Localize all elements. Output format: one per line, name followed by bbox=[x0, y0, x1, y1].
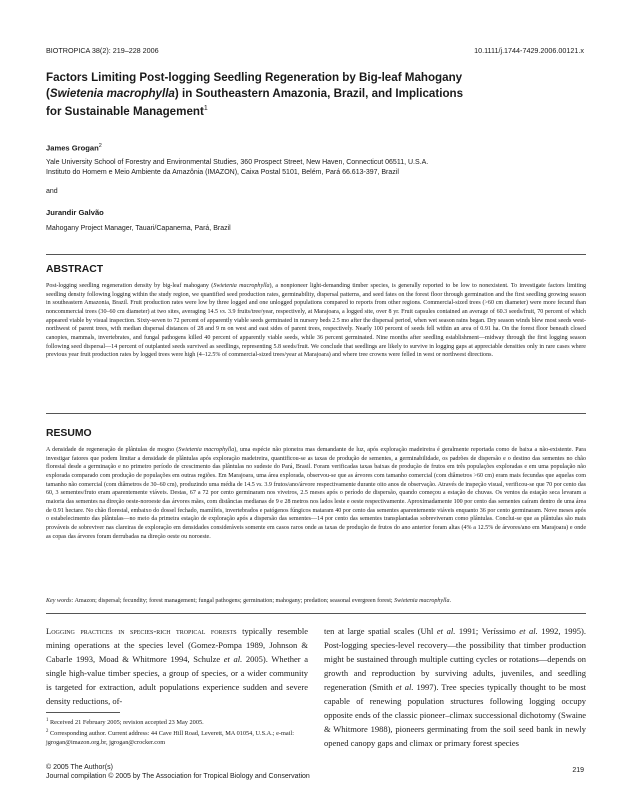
resumo-heading: RESUMO bbox=[46, 428, 92, 439]
et-al: et al. bbox=[395, 682, 414, 692]
footnote-mark: 1 bbox=[46, 718, 49, 723]
title-species: Swietenia macrophylla bbox=[49, 86, 175, 100]
body-text: 1997). Tree species typically thought to be most capable of renewing population structures following logging occupy opposite ends of the classic pioneer–climax successional dichotomy (Swaine & Whitmore 1988), pioneers germinating from the soil seed bank in newly opened canopy gaps and climax or primary forest species bbox=[324, 682, 586, 748]
body-column-left bbox=[46, 624, 308, 708]
section-divider bbox=[46, 254, 586, 255]
author-affiliation: Mahogany Project Manager, Tauari/Capanema, Pará, Brazil bbox=[46, 225, 231, 232]
et-al: et al. bbox=[223, 654, 243, 664]
title-footnote-mark: 1 bbox=[203, 105, 208, 112]
author-name bbox=[46, 143, 102, 153]
body-text: 1992, 1995). Post-logging species-level recovery—the possibility that timber production might be sustained through multiple cutting cycles or rotations—depends on growth and reproduction by surviving adults, juveniles, and seedling regeneration (Smith bbox=[324, 626, 586, 692]
author-connector: and bbox=[46, 188, 58, 195]
et-al: et al. bbox=[519, 626, 538, 636]
author-affiliation bbox=[46, 158, 586, 178]
et-al: et al. bbox=[436, 626, 456, 636]
running-head-doi: 10.1111/j.1744-7429.2006.00121.x bbox=[474, 46, 584, 55]
resumo-part: ), uma espécie não pioneira mas demandante de luz, após exploração madeireira é geralmente reportada como de baixa a não-existente. Para investigar fatores que podem limitar a densidade de plântulas após exploração madeireira, quantificou-se as taxas de produção de sementes, a germinabilidade, os padrões de dispersão e o destino das sementes no chão florestal desde a germinação e no primeiro período de crescimento das plântulas no sudeste do Pará, Brasil. Foram verificadas taxas baixas de produção de frutos em três populações exploradas e em uma população não explorada comparado com produção de populações em outras regiões. Em Marajoara, uma área explorada, observou-se que as árvores com tamanho comercial (com diâmetros >60 cm) eram mais fecundas que aquelas com tamanho não comercial (com diâmetros de 30–60 cm), produzindo uma média de 14.5 bbox=[46, 447, 586, 488]
resumo-species: Swietenia macrophylla bbox=[178, 447, 235, 453]
abstract-part: ), a nonpioneer light-demanding timber species, is generally reported to be low to nonexistent. To investigate factors limiting seedling density following logging within the study region, we quantified seed production rates, germinability, dispersal patterns, and seed fates on the forest floor through germination and the first seedling growing season in southeastern Amazonia, Brazil. Fruit production rates were low by three logged and one unlogged populations compared to reports from other regions. Commercial-sized trees (>60 cm diameter) were more fecund than noncommercial trees (30–60 cm diameter) at two sites, averaging 14.5 bbox=[46, 283, 586, 315]
author-1-name: James Grogan bbox=[46, 143, 99, 153]
resumo-part: 3.9 frutos/ano/árvore respectivamente durante oito anos de observação. Através de inspeção visual, verificou-se que 70 por cento das 60, 3 sementes/fruto eram aparentemente viáveis. Destas, 67 a 72 por cento germinaram nos viveiros, 2.5 meses após o período de dispersão, quando começou a estação de chuvas. Os ventos da estação seca levaram a maioria das sementes na direção oeste-noroeste das árvores mães, com distâncias medianas de 9 e 28 metros nos lados leste e oeste respectivamente. Aproximadamente 100 por cento das sementes caíram dentro de uma área de 0.91 hectare. No chão florestal, embaixo do dossel fechado, mamífeis, invertebrados e patógenos fúngicos mataram 40 por cento das sementes aparentemente viáveis enquanto 36 por cento germinaram. Nove meses após o estabelecimento das plântulas—no meio da primeira estação de exploração após a dispersão das sementes—14 por cento das sementes transplantadas sobreviveram como plântulas. Conclui-se que as plântulas são mais prováveis de sobreviver nas clareiras de exploração em densidades consideráveis somente em casos raros onde as taxas de produção de frutos do ano anterior foram altas (4% a 12.5% de árvores/ano em Marajoara) e onde as copas das árvores foram derrubadas na direção oeste ou noroeste. bbox=[46, 481, 586, 540]
body-text: typically resemble mining operations at the species level (Gomez-Pompa 1989, Johnson & Cabarle 1993, Moad & Whitmore 1994, Schulze bbox=[46, 626, 309, 664]
keywords bbox=[46, 597, 586, 606]
abstract-species: Swietenia macrophylla bbox=[213, 283, 270, 289]
resumo-vs: vs. bbox=[256, 481, 263, 488]
body-text: 2005). Whether a single high-value timber species, a group of species, or a wider community is targeted for extraction, adult populations experience sudden and severe density reductions, of- bbox=[46, 654, 309, 706]
abstract-part: Post-logging seedling regeneration density by big-leaf mahogany ( bbox=[46, 283, 214, 289]
title-line-3 bbox=[46, 101, 586, 119]
keywords-label: Key words: bbox=[46, 598, 74, 604]
paper-title bbox=[46, 70, 586, 119]
section-divider bbox=[46, 413, 586, 414]
affiliation-line: Yale University School of Forestry and Environmental Studies, 360 Prospect Street, New Haven, Connecticut 06511, U.S.A. bbox=[46, 159, 429, 166]
footnote-2 bbox=[46, 728, 308, 748]
title-paren: ( bbox=[46, 86, 50, 100]
keywords-species: Swietenia macrophylla bbox=[394, 598, 450, 604]
running-head-journal: BIOTROPICA 38(2): 219–228 2006 bbox=[46, 46, 159, 55]
resumo-text bbox=[46, 446, 586, 541]
title-line-2 bbox=[46, 86, 586, 102]
footnote-mark: 2 bbox=[46, 728, 49, 734]
author-1-mark: 2 bbox=[98, 143, 102, 149]
keywords-end: . bbox=[449, 598, 452, 604]
affiliation-line: Instituto do Homem e Meio Ambiente da Amazônia (IMAZON), Caixa Postal 5101, Belém, Pará 66.613-397, Brazil bbox=[46, 169, 399, 177]
abstract-heading: ABSTRACT bbox=[46, 264, 104, 275]
body-text: 1991; Veríssimo bbox=[455, 626, 520, 636]
copyright-line: © 2005 The Author(s) bbox=[46, 764, 113, 771]
section-divider bbox=[46, 613, 586, 614]
body-column-right bbox=[324, 624, 586, 750]
footnotes bbox=[46, 717, 308, 747]
footnote-divider bbox=[46, 712, 120, 713]
abstract-part: 3.9 fruits/tree/year, respectively, at Marajoara, a logged site, over 8 yr. Fruit capsules contained an average of 60.3 seeds/fruit, 70 percent of which appeared viable by visual inspection. Sixty-seven to 72 percent of apparently viable seeds germinated in nursery beds 2.5 mo after the dispersal period, when wet season rains began. Dry season winds blew most seeds west-northwest of parent trees, with median dispersal distances of 28 and 9 m on west and east sides of parent trees, respectively. Nearly 100 percent of seeds fell within an area of 0.91 ha. On the forest floor beneath closed canopies, mammals, invertebrates, and fungal pathogens killed 40 percent of apparently viable seeds, while 36 percent germinated. Nine months after seedling establishment—midway through the first logging season following seed dispersal—14 percent of outplanted seeds survived as seedlings, representing 5.8 seeds/fruit. We conclude that seedlings are likely to survive in logging gaps at appreciable densities only in rare cases where previous year fruit production rates by logged trees were high (4–12.5% of commercial-sized trees/year at Marajoara) and where tree crowns were felled in west or northwest directions. bbox=[46, 308, 586, 359]
title-line-3-text: for Sustainable Management bbox=[46, 104, 204, 118]
journal-compilation-line: Journal compilation © 2005 by The Association for Tropical Biology and Conservation bbox=[46, 773, 310, 780]
footnote-text: Received 21 February 2005; revision accepted 23 May 2005. bbox=[48, 719, 204, 727]
title-line-1: Factors Limiting Post-logging Seedling Regeneration by Big-leaf Mahogany bbox=[46, 71, 463, 84]
keywords-list: Amazon; dispersal; fecundity; forest management; fungal pathogens; germination; mahogany; predation; seasonal evergreen forest; bbox=[73, 598, 395, 604]
body-text: ten at large spatial scales (Uhl bbox=[324, 626, 437, 636]
intro-smallcaps: Logging practices in species-rich tropical forests bbox=[46, 626, 237, 636]
abstract-text bbox=[46, 282, 586, 360]
footnote-1 bbox=[46, 717, 308, 728]
resumo-part: A densidade de regeneração de plântulas de mogno ( bbox=[46, 447, 179, 453]
abstract-vs: vs. bbox=[219, 308, 227, 315]
page-number: 219 bbox=[572, 767, 584, 774]
title-line-2-rest: ) in Southeastern Amazonia, Brazil, and Implications bbox=[174, 86, 464, 100]
author-name: Jurandir Galvão bbox=[46, 208, 104, 217]
footnote-text: Corresponding author. Current address: 44 Cave Hill Road, Leverett, MA 01054, U.S.A.; e-mail: jgrogan@imazon.org.br, jgrogan@crocker.com bbox=[46, 729, 294, 746]
